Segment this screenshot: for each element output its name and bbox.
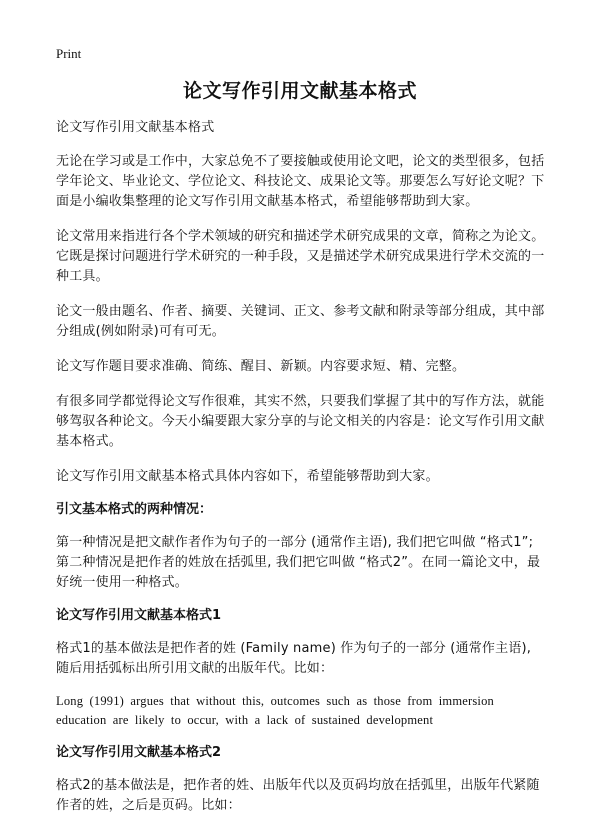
print-link[interactable]: Print (56, 46, 82, 61)
section-heading-format-1: 论文写作引用文献基本格式1 (56, 608, 222, 623)
section-heading-format-2: 论文写作引用文献基本格式2 (56, 745, 222, 760)
document-subtitle: 论文写作引用文献基本格式 (56, 120, 215, 135)
definition-paragraph: 论文常用来指进行各个学术领域的研究和描述学术研究成果的文章，简称之为论文。它既是探讨问题进行学术研究的一种手段，又是描述学术研究成果进行学术交流的一种工具。 (56, 229, 545, 284)
requirements-paragraph: 论文写作题目要求准确、简练、醒目、新颖。内容要求短、精、完整。 (56, 359, 466, 374)
format-2-paragraph: 格式2的基本做法是，把作者的姓、出版年代以及页码均放在括弧里，出版年代紧随作者的姓，之后是页码。比如： (56, 778, 540, 813)
two-cases-paragraph: 第一种情况是把文献作者作为句子的一部分 (通常作主语), 我们把它叫做 “格式1”; 第二种情况是把作者的姓放在括弧里, 我们把它叫做 “格式2”。在同一篇论文中，最好统一使用一种格式。 (56, 535, 541, 590)
format-1-paragraph: 格式1的基本做法是把作者的姓 (Family name) 作为句子的一部分 (通常作主语), 随后用括弧标出所引用文献的出版年代。比如： (56, 641, 532, 676)
method-paragraph: 有很多同学都觉得论文写作很难，其实不然，只要我们掌握了其中的写作方法，就能够驾驭各种论文。今天小编要跟大家分享的与论文相关的内容是：论文写作引用文献基本格式。 (56, 394, 545, 449)
lead-in-paragraph: 论文写作引用文献基本格式具体内容如下，希望能够帮助到大家。 (56, 469, 439, 484)
structure-paragraph: 论文一般由题名、作者、摘要、关键词、正文、参考文献和附录等部分组成，其中部分组成(例如附录)可有可无。 (56, 304, 545, 339)
section-heading-two-cases: 引文基本格式的两种情况： (56, 502, 213, 517)
document-title: 论文写作引用文献基本格式 (182, 80, 417, 102)
format-1-example: Long (1991) argues that without this, outcomes such as those from immersion education are likely to occur, with a lack of sustained development (56, 694, 494, 727)
document-body (56, 118, 546, 816)
intro-paragraph: 无论在学习或是工作中，大家总免不了要接触或使用论文吧，论文的类型很多，包括学年论文、毕业论文、学位论文、科技论文、成果论文等。那要怎么写好论文呢？下面是小编收集整理的论文写作引用文献基本格式，希望能够帮助到大家。 (56, 154, 545, 209)
